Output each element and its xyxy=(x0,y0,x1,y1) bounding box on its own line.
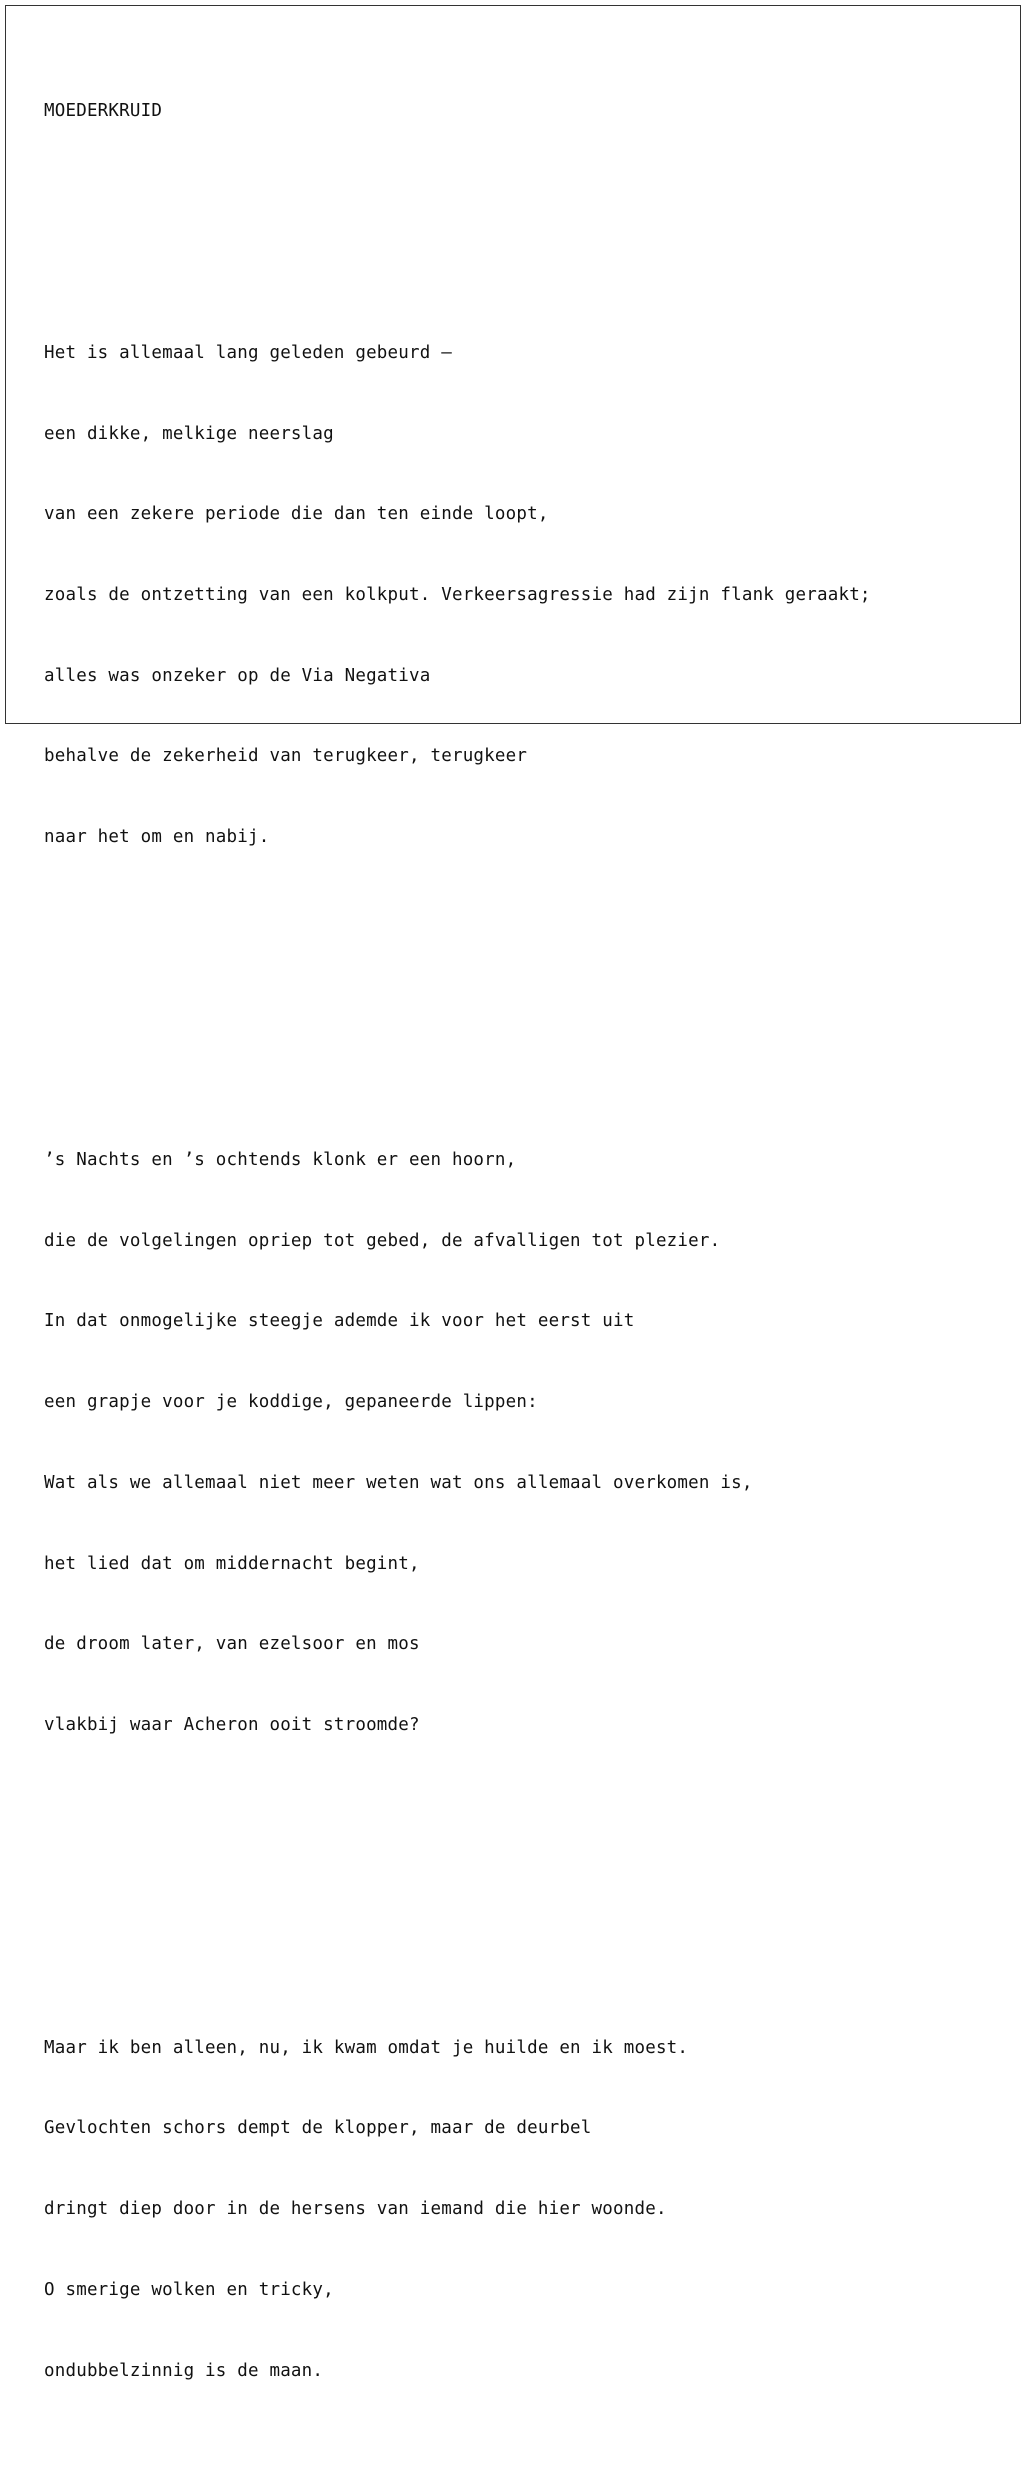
poem xyxy=(44,44,1000,2492)
poem-line: van een zekere periode die dan ten einde loopt, xyxy=(44,504,549,525)
stanza-2 xyxy=(44,1093,1000,1792)
poem-line: O smerige wolken en tricky, xyxy=(44,2279,334,2300)
stanza-3 xyxy=(44,1981,1000,2438)
stanza-1 xyxy=(44,286,1000,905)
poem-line: ’s Nachts en ’s ochtends klonk er een hoorn, xyxy=(44,1150,517,1170)
poem-line: alles was onzeker op de Via Negativa xyxy=(44,665,431,686)
poem-line: Gevlochten schors dempt de klopper, maar de deurbel xyxy=(44,2118,592,2139)
poem-line: Wat als we allemaal niet meer weten wat ons allemaal overkomen is, xyxy=(44,1472,753,1493)
poem-line: behalve de zekerheid van terugkeer, terugkeer xyxy=(44,746,528,767)
poem-line: een grapje voor je koddige, gepaneerde lippen: xyxy=(44,1392,538,1413)
poem-title: MOEDERKRUID xyxy=(44,100,163,121)
poem-line: die de volgelingen opriep tot gebed, de afvalligen tot plezier. xyxy=(44,1230,721,1251)
poem-line: zoals de ontzetting van een kolkput. Verkeersagressie had zijn flank geraakt; xyxy=(44,585,871,606)
stanza-gap xyxy=(44,179,1000,206)
poem-line: ondubbelzinnig is de maan. xyxy=(44,2360,324,2381)
poem-line: vlakbij waar Acheron ooit stroomde? xyxy=(44,1714,420,1735)
poem-line: Maar ik ben alleen, nu, ik kwam omdat je huilde en ik moest. xyxy=(44,2037,689,2058)
poem-line: naar het om en nabij. xyxy=(44,827,270,848)
poem-line: In dat onmogelijke steegje ademde ik voor het eerst uit xyxy=(44,1311,635,1332)
poem-line: Het is allemaal lang geleden gebeurd – xyxy=(44,342,452,363)
document-page xyxy=(5,5,1021,2381)
poem-line: een dikke, melkige neerslag xyxy=(44,423,334,444)
stanza-gap xyxy=(44,986,1000,1013)
stanza-gap xyxy=(44,1873,1000,1900)
poem-line: het lied dat om middernacht begint, xyxy=(44,1553,420,1574)
poem-line: de droom later, van ezelsoor en mos xyxy=(44,1634,420,1655)
poem-line: dringt diep door in de hersens van iemand die hier woonde. xyxy=(44,2199,667,2220)
